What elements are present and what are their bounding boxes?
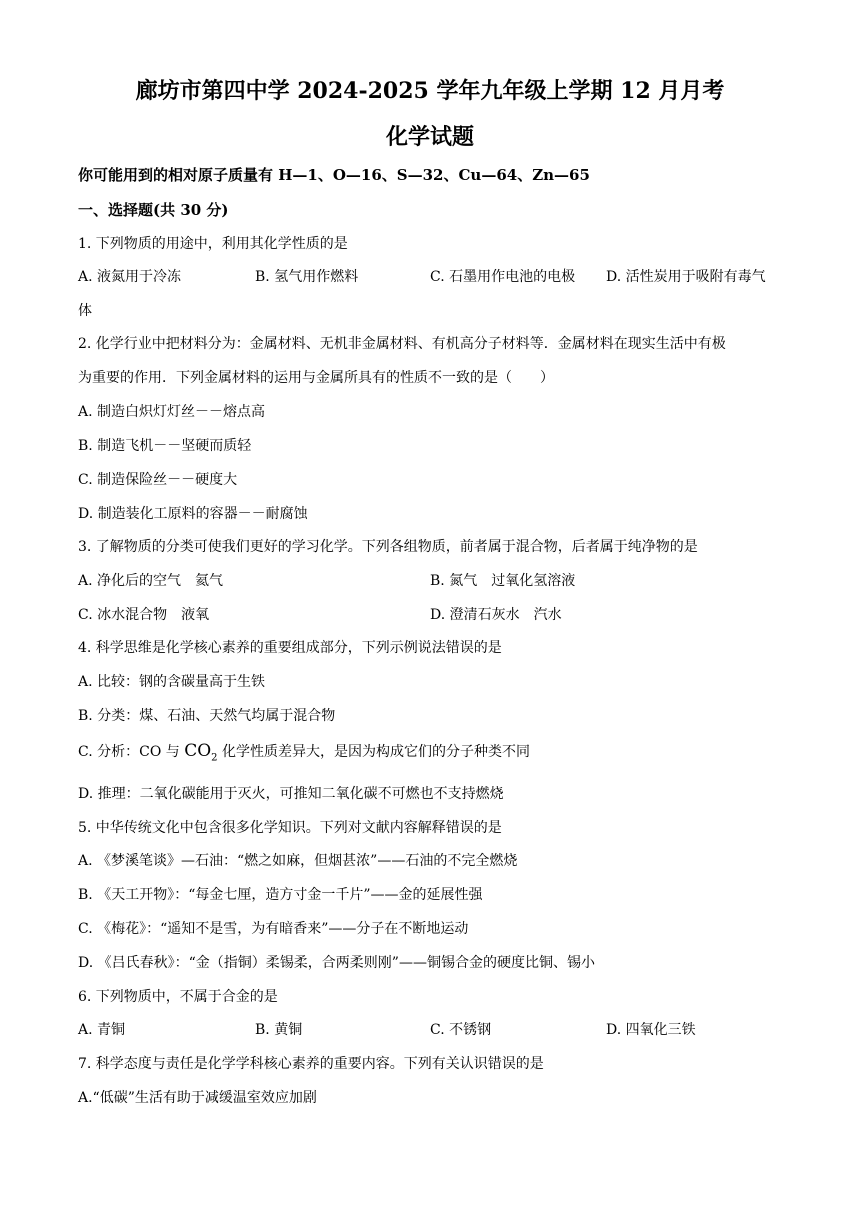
co2-formula-subscript: 2 (211, 752, 218, 764)
question-2-stem-line1: 2. 化学行业中把材料分为：金属材料、无机非金属材料、有机高分子材料等．金属材料在现实生活中有极 (78, 336, 726, 352)
q3-option-c: C. 冰水混合物 液氧 (78, 607, 210, 623)
q5-option-b: B. 《天工开物》：“每金七厘，造方寸金一千片”——金的延展性强 (78, 887, 483, 903)
question-5-stem: 5. 中华传统文化中包含很多化学知识。下列对文献内容解释错误的是 (78, 820, 502, 836)
q6-option-b: B. 黄铜 (255, 1022, 303, 1038)
co2-formula-base: CO (184, 741, 212, 761)
atomic-mass-note: 你可能用到的相对原子质量有 H—1、O—16、S—32、Cu—64、Zn—65 (78, 166, 590, 184)
q4-option-c-suffix: 化学性质差异大，是因为构成它们的分子种类不同 (217, 744, 530, 760)
q2-option-d: D. 制造装化工原料的容器－－耐腐蚀 (78, 506, 308, 522)
question-2-stem-line2: 为重要的作用．下列金属材料的运用与金属所具有的性质不一致的是（ ） (78, 370, 554, 386)
q1-option-b: B. 氢气用作燃料 (255, 269, 359, 285)
q2-option-c: C. 制造保险丝－－硬度大 (78, 472, 238, 488)
q3-option-a: A. 净化后的空气 氦气 (78, 573, 224, 589)
section-heading: 一、选择题(共 30 分) (78, 201, 229, 219)
co2-formula (184, 741, 218, 764)
q5-option-c: C. 《梅花》：“遥知不是雪，为有暗香来”——分子在不断地运动 (78, 921, 469, 937)
q4-option-c-prefix: C. 分析：CO 与 (78, 744, 185, 760)
q4-option-b: B. 分类：煤、石油、天然气均属于混合物 (78, 708, 336, 724)
q4-option-d: D. 推理：二氧化碳能用于灭火，可推知二氧化碳不可燃也不支持燃烧 (78, 786, 504, 802)
question-7-stem: 7. 科学态度与责任是化学学科核心素养的重要内容。下列有关认识错误的是 (78, 1056, 544, 1072)
q3-option-d: D. 澄清石灰水 汽水 (430, 607, 562, 623)
q4-option-c (78, 741, 530, 763)
q5-option-a: A. 《梦溪笔谈》—石油：“燃之如麻，但烟甚浓”——石油的不完全燃烧 (78, 853, 518, 869)
q1-option-d: D. 活性炭用于吸附有毒气 (606, 269, 766, 285)
q1-option-c: C. 石墨用作电池的电极 (430, 269, 576, 285)
q1-option-a: A. 液氮用于冷冻 (78, 269, 182, 285)
q6-option-c: C. 不锈钢 (430, 1022, 492, 1038)
question-6-stem: 6. 下列物质中，不属于合金的是 (78, 989, 278, 1005)
q4-option-a: A. 比较：钢的含碳量高于生铁 (78, 674, 266, 690)
q3-option-b: B. 氮气 过氧化氢溶液 (430, 573, 576, 589)
exam-subtitle: 化学试题 (385, 124, 474, 150)
question-3-stem: 3. 了解物质的分类可使我们更好的学习化学。下列各组物质，前者属于混合物，后者属于纯净物的是 (78, 539, 698, 555)
q2-option-b: B. 制造飞机－－坚硬而质轻 (78, 438, 252, 454)
q5-option-d: D. 《吕氏春秋》：“金（指铜）柔锡柔，合两柔则刚”——铜锡合金的硬度比铜、锡小 (78, 955, 595, 971)
question-4-stem: 4. 科学思维是化学核心素养的重要组成部分，下列示例说法错误的是 (78, 640, 502, 656)
exam-title: 廊坊市第四中学 2024-2025 学年九年级上学期 12 月月考 (135, 78, 725, 104)
q6-option-d: D. 四氧化三铁 (606, 1022, 696, 1038)
question-1-stem: 1. 下列物质的用途中，利用其化学性质的是 (78, 236, 348, 252)
q6-option-a: A. 青铜 (78, 1022, 126, 1038)
q1-option-d-continued: 体 (78, 303, 92, 319)
q2-option-a: A. 制造白炽灯灯丝－－熔点高 (78, 404, 266, 420)
q7-option-a: A.“低碳”生活有助于减缓温室效应加剧 (78, 1090, 317, 1106)
